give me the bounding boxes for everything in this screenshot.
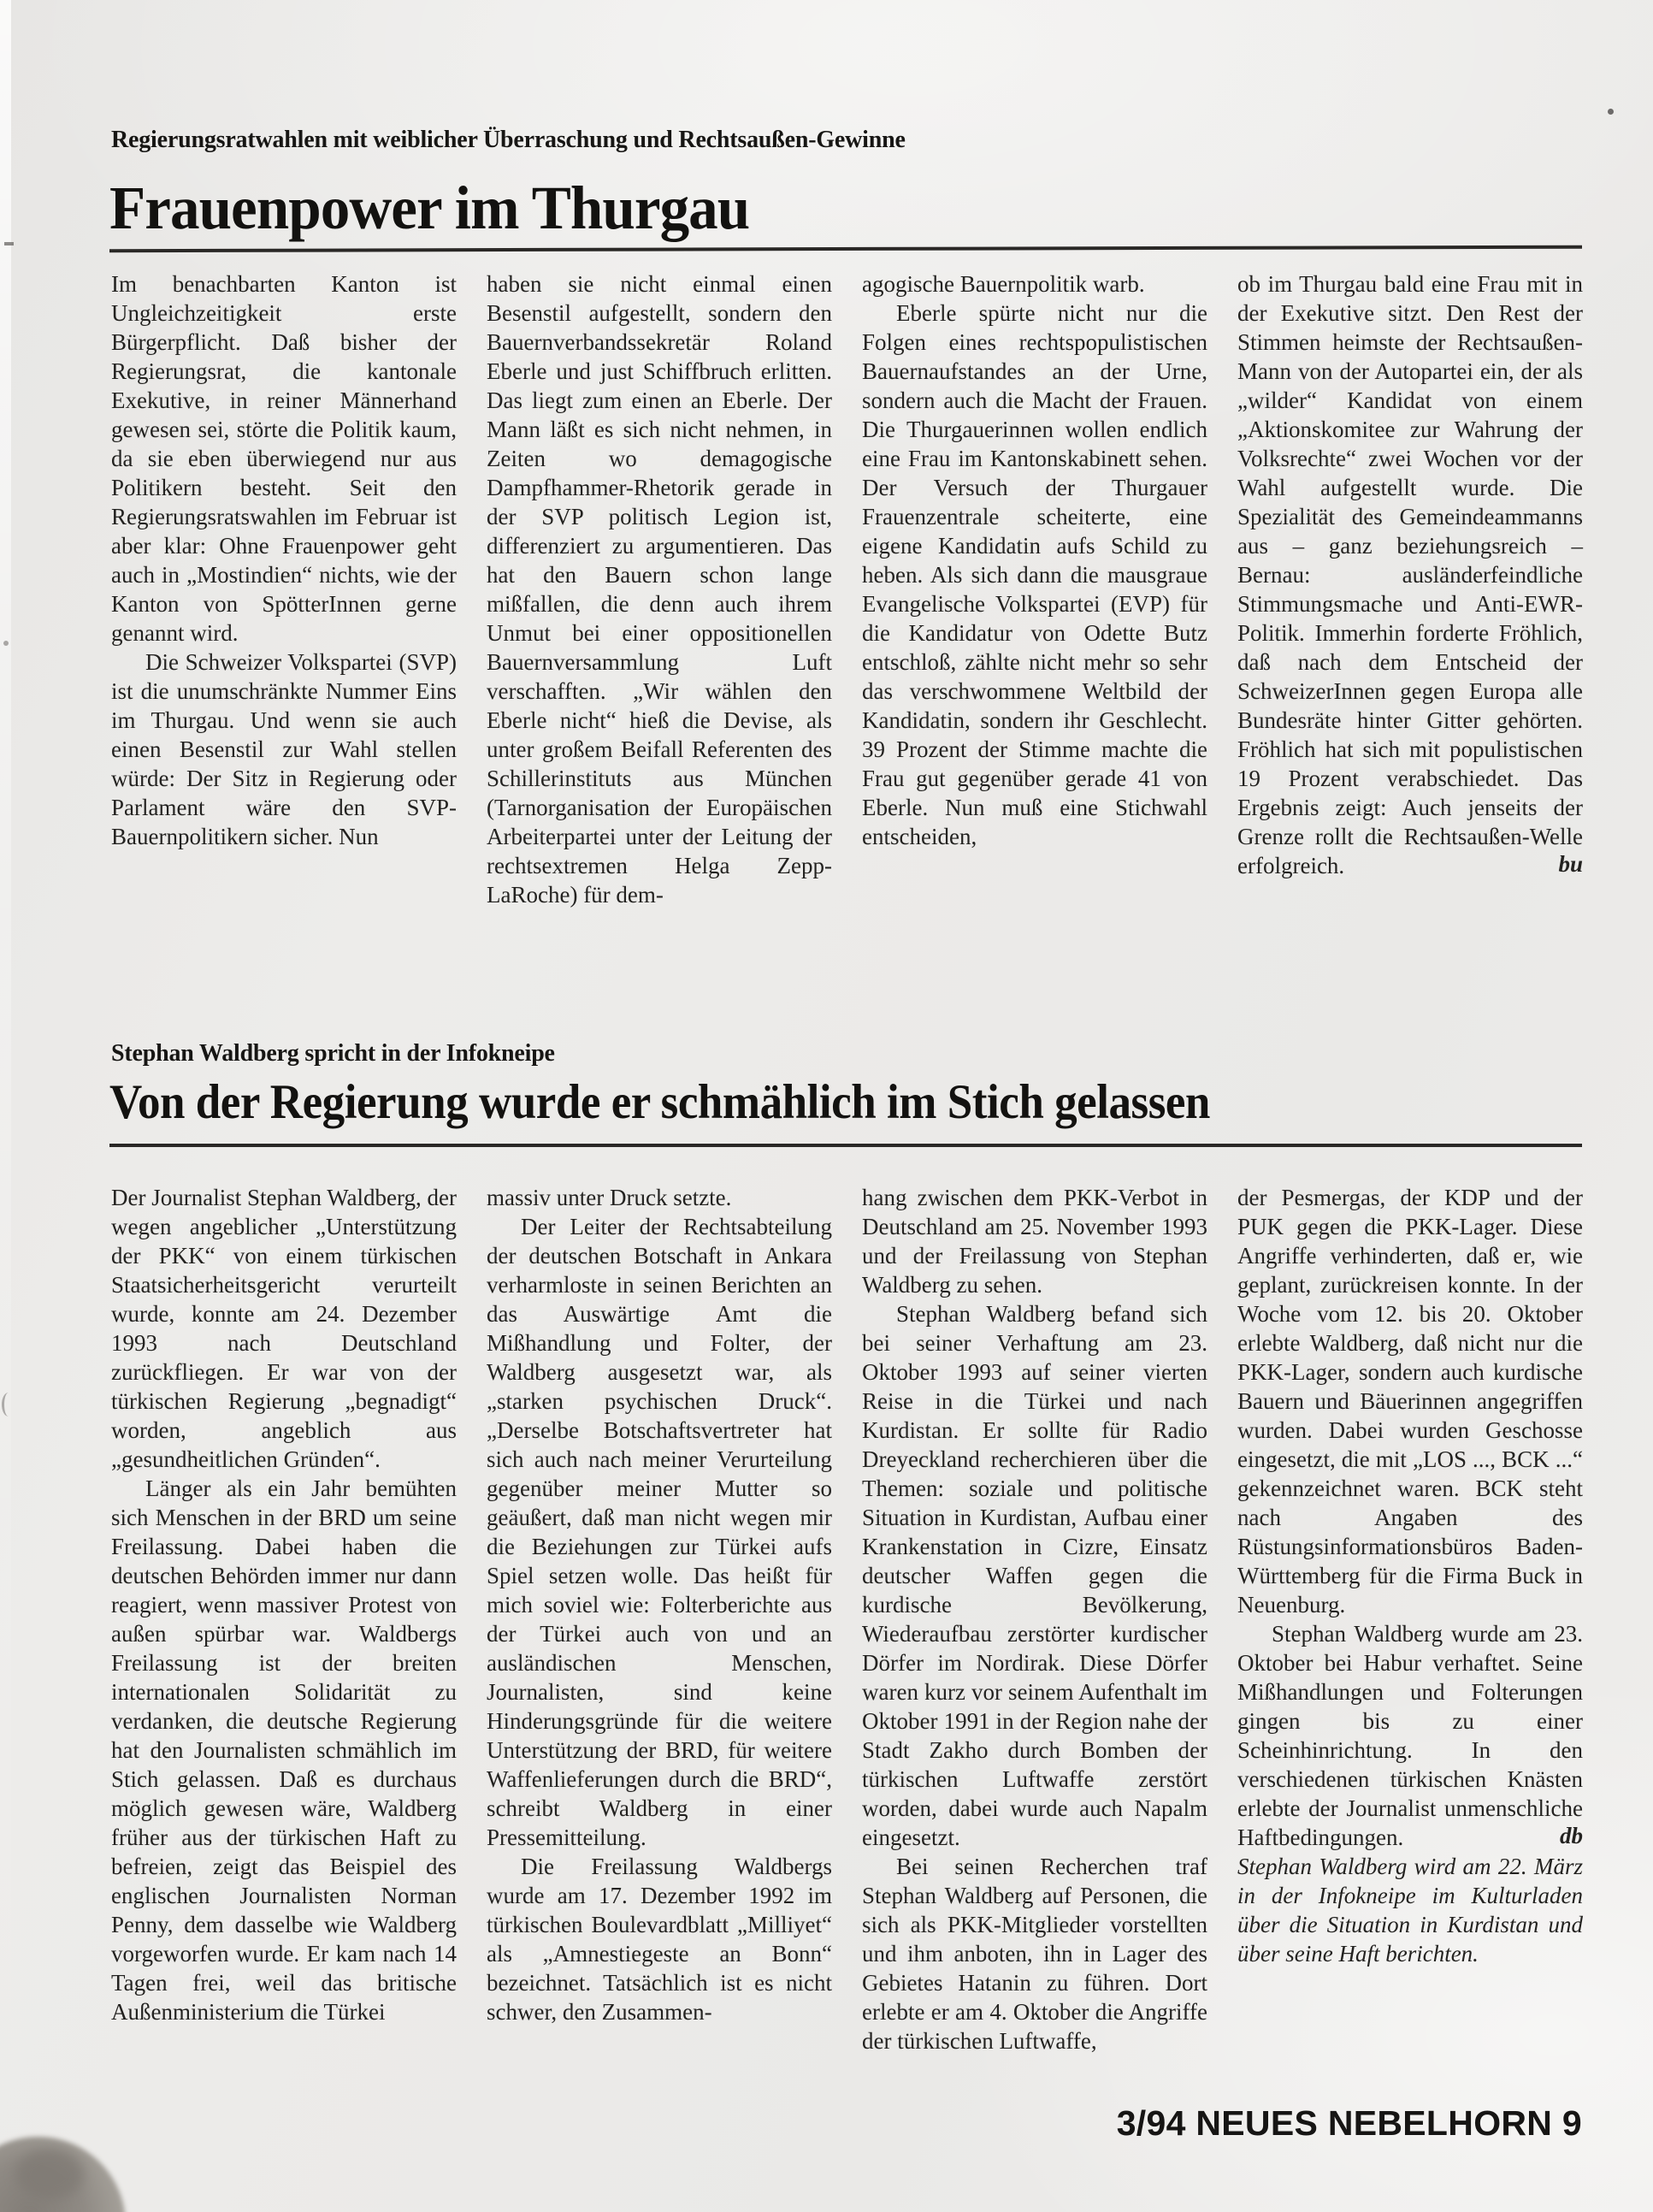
- paragraph: Eberle spürte nicht nur die Folgen eines rechtspopulistischen Bauernaufstandes an der Urne, sondern auch die Macht der Frauen. Die Thurgauerinnen wollen endlich eine Frau im Kantonskabinett sehen. Der Versuch der Thurgauer Frauenzentrale scheiterte, eine eigene Kandidatin aufs Schild zu heben. Als sich dann die mausgraue Evangelische Volkspartei (EVP) für die Kandidatur von Odette Butz entschloß, zählte nicht mehr so sehr das verschwommene Weltbild der Kandidatin, sondern ihr Geschlecht. 39 Prozent der Stimme machte die Frau gut gegenüber gerade 41 von Eberle. Nun muß eine Stichwahl entscheiden,: [862, 300, 1207, 849]
- paragraph: haben sie nicht einmal einen Besenstil aufgestellt, sondern den Bauernverbandssekretär Roland Eberle und just Schiffbruch erlitten. Das liegt zum einen an Eberle. Der Mann läßt es sich nicht nehmen, in Zeiten wo demagogische Dampfhammer-Rhetorik gerade in der SVP politisch Legion ist, differenziert zu argumentieren. Das hat den Bauern schon lange mißfallen, die denn auch ihrem Unmut bei einer oppositionellen Bauernversammlung Luft verschafften. „Wir wählen den Eberle nicht“ hieß die Devise, als unter großem Beifall Referenten des Schillerinstituts aus München (Tarnorganisation der Europäischen Arbeiterpartei unter der Leitung der rechtsextremen Helga Zepp-LaRoche) für dem-: [487, 271, 832, 908]
- article1-divider-rule: [109, 245, 1582, 253]
- article2-column-1: [111, 1183, 457, 2055]
- paragraph: [1237, 1619, 1583, 1852]
- article1-column-2: [487, 269, 832, 909]
- paragraph: Länger als ein Jahr bemühten sich Menschen in der BRD um seine Freilassung. Dabei haben die deutschen Behörden immer nur dann reagiert, wenn massiver Protest von außen spürbar war. Waldbergs Freilassung ist der breiten internationalen Solidarität zu verdanken, die deutsche Regierung hat den Journalisten schmählich im Stich gelassen. Daß es durchaus möglich gewesen wäre, Waldberg früher aus der türkischen Haft zu befreien, zeigt das Beispiel des englischen Journalisten Norman Penny, dem dasselbe wie Waldberg vorgeworfen wurde. Er kam nach 14 Tagen frei, weil das britische Außenministerium die Türkei: [111, 1476, 457, 2025]
- article1-columns: [111, 269, 1584, 909]
- article2-column-4: [1237, 1183, 1583, 2055]
- paragraph: Im benachbarten Kanton ist Ungleichzeitigkeit erste Bürgerpflicht. Daß bisher der Regierungsrat, die kantonale Exekutive, in reiner Männerhand gewesen sei, störte die Politik kaum, da sie eben überwiegend nur aus Politikern besteht. Seit den Regierungsratswahlen im Februar ist aber klar: Ohne Frauenpower geht auch in „Mostindien“ nichts, wie der Kanton von SpötterInnen gerne genannt wird.: [111, 271, 457, 646]
- article1-column-3: [862, 269, 1207, 909]
- article2-columns: [111, 1183, 1584, 2055]
- author-initials: db: [1560, 1823, 1583, 1848]
- author-initials: bu: [1558, 851, 1583, 877]
- event-note: Stephan Waldberg wird am 22. März in der Infokneipe im Kulturladen über die Situation in Kurdistan und über seine Haft berichten.: [1237, 1854, 1583, 1967]
- scan-artifact-dash: [4, 242, 14, 245]
- paragraph: der Pesmergas, der KDP und der PUK gegen die PKK-Lager. Diese Angriffe verhinderten, daß er, wie geplant, zurückreisen konnte. In der Woche vom 12. bis 20. Oktober erlebte Waldberg, daß nicht nur die PKK-Lager, sondern auch kurdische Bauern und Bäuerinnen angegriffen wurden. Dabei wurden Geschosse eingesetzt, die mit „LOS ..., BCK ...“ gekennzeichnet waren. BCK steht nach Angaben des Rüstungsinformationsbüros Baden-Württemberg für die Firma Buck in Neuenburg.: [1237, 1185, 1583, 1618]
- paragraph: Der Leiter der Rechtsabteilung der deutschen Botschaft in Ankara verharmloste in seinen Berichten an das Auswärtige Amt die Mißhandlung und Folter, der Waldberg ausgesetzt war, als „starken psychischen Druck“. „Derselbe Botschaftsvertreter hat sich auch nach meiner Verurteilung gegenüber meiner Mutter so geäußert, daß man nicht wegen mir die Beziehungen zur Türkei aufs Spiel setzen wolle. Das heißt für mich soviel wie: Folterberichte aus der Türkei auch von und an ausländischen Menschen, Journalisten, sind keine Hinderungsgründe für die weitere Unterstützung der BRD, für weitere Waffenlieferungen durch die BRD“, schreibt Waldberg in einer Pressemitteilung.: [487, 1214, 832, 1850]
- article2-column-2: [487, 1183, 832, 2055]
- article2-divider-rule: [109, 1144, 1582, 1147]
- paragraph: Der Journalist Stephan Waldberg, der wegen angeblicher „Unterstützung der PKK“ von einem türkischen Staatsicherheitsgericht verurteilt wurde, konnte am 24. Dezember 1993 nach Deutschland zurückfliegen. Er war von der türkischen Regierung „begnadigt“ worden, angeblich aus „gesundheitlichen Gründen“.: [111, 1185, 457, 1472]
- paragraph: Stephan Waldberg befand sich bei seiner Verhaftung am 23. Oktober 1993 auf seiner vierten Reise in die Türkei und nach Kurdistan. Er sollte für Radio Dreyeckland recherchieren über die Themen: soziale und politische Situation in Kurdistan, Aufbau einer Krankenstation in Cizre, Einsatz deutscher Waffen gegen die kurdische Bevölkerung, Wiederaufbau zerstörter kurdischer Dörfer im Nordirak. Diese Dörfer waren kurz vor seinem Aufenthalt im Oktober 1991 in der Region nahe der Stadt Zakho durch Bomben der türkischen Luftwaffe zerstört worden, dabei wurde auch Napalm eingesetzt.: [862, 1301, 1207, 1850]
- scan-artifact-dot: [1608, 109, 1614, 115]
- article2-headline: Von der Regierung wurde er schmählich im Stich gelassen: [109, 1075, 1210, 1129]
- article1-column-4: [1237, 269, 1583, 909]
- paragraph: agogische Bauernpolitik warb.: [862, 271, 1145, 297]
- article1-kicker: Regierungsratwahlen mit weiblicher Überraschung und Rechtsaußen-Gewinne: [111, 127, 906, 153]
- paragraph: Die Schweizer Volkspartei (SVP) ist die unumschränkte Nummer Eins im Thurgau. Und wenn sie auch einen Besenstil zur Wahl stellen würde: Der Sitz in Regierung oder Parlament wäre den SVP-Bauernpolitikern sicher. Nun: [111, 649, 457, 849]
- article2-column-3: [862, 1183, 1207, 2055]
- page-footer: 3/94 NEUES NEBELHORN 9: [1116, 2103, 1582, 2143]
- paragraph: massiv unter Druck setzte.: [487, 1185, 732, 1210]
- article1-column-1: [111, 269, 457, 909]
- paragraph: hang zwischen dem PKK-Verbot in Deutschland am 25. November 1993 und der Freilassung von Stephan Waldberg zu sehen.: [862, 1185, 1207, 1298]
- scan-artifact-mark: [2, 1393, 13, 1417]
- paragraph-text: ob im Thurgau bald eine Frau mit in der Exekutive sitzt. Den Rest der Stimmen heimste der Rechtsaußen-Mann von der Autopartei ein, der als „wilder“ Kandidat von einem „Aktionskomitee zur Wahrung der Volksrechte“ zwei Wochen vor der Wahl aufgestellt wurde. Die Spezialität des Gemeindeammanns aus – ganz beziehungsreich – Bernau: ausländerfeindliche Stimmungsmache und Anti-EWR-Politik. Immerhin forderte Fröhlich, daß nach dem Entscheid der SchweizerInnen gegen Europa alle Bundesräte hinter Gitter gehörten. Fröhlich hat sich mit populistischen 19 Prozent verabschiedet. Das Ergebnis zeigt: Auch jenseits der Grenze rollt die Rechtsaußen-Welle erfolgreich.: [1237, 271, 1583, 878]
- scan-artifact-dot: [3, 641, 9, 646]
- article1-headline: Frauenpower im Thurgau: [109, 174, 750, 242]
- paragraph: Bei seinen Recherchen traf Stephan Waldberg auf Personen, die sich als PKK-Mitglieder vorstellten und ihm anboten, ihn in Lager des Gebietes Hatanin zu führen. Dort erlebte er am 4. Oktober die Angriffe der türkischen Luftwaffe,: [862, 1854, 1207, 2054]
- page-edge-highlight: [0, 0, 11, 2212]
- article2-kicker: Stephan Waldberg spricht in der Infokneipe: [111, 1040, 555, 1067]
- paragraph-text: Stephan Waldberg wurde am 23. Oktober bei Habur verhaftet. Seine Mißhandlungen und Folterungen gingen bis zu einer Scheinhinrichtung. In den verschiedenen türkischen Knästen erlebte der Journalist unmenschliche Haftbedingungen.: [1237, 1621, 1583, 1850]
- scan-artifact-blob-shadow: [15, 2149, 84, 2200]
- paragraph: Die Freilassung Waldbergs wurde am 17. Dezember 1992 im türkischen Boulevardblatt „Milliyet“ als „Amnestiegeste an Bonn“ bezeichnet. Tatsächlich ist es nicht schwer, den Zusammen-: [487, 1854, 832, 2025]
- paragraph: [1237, 269, 1583, 880]
